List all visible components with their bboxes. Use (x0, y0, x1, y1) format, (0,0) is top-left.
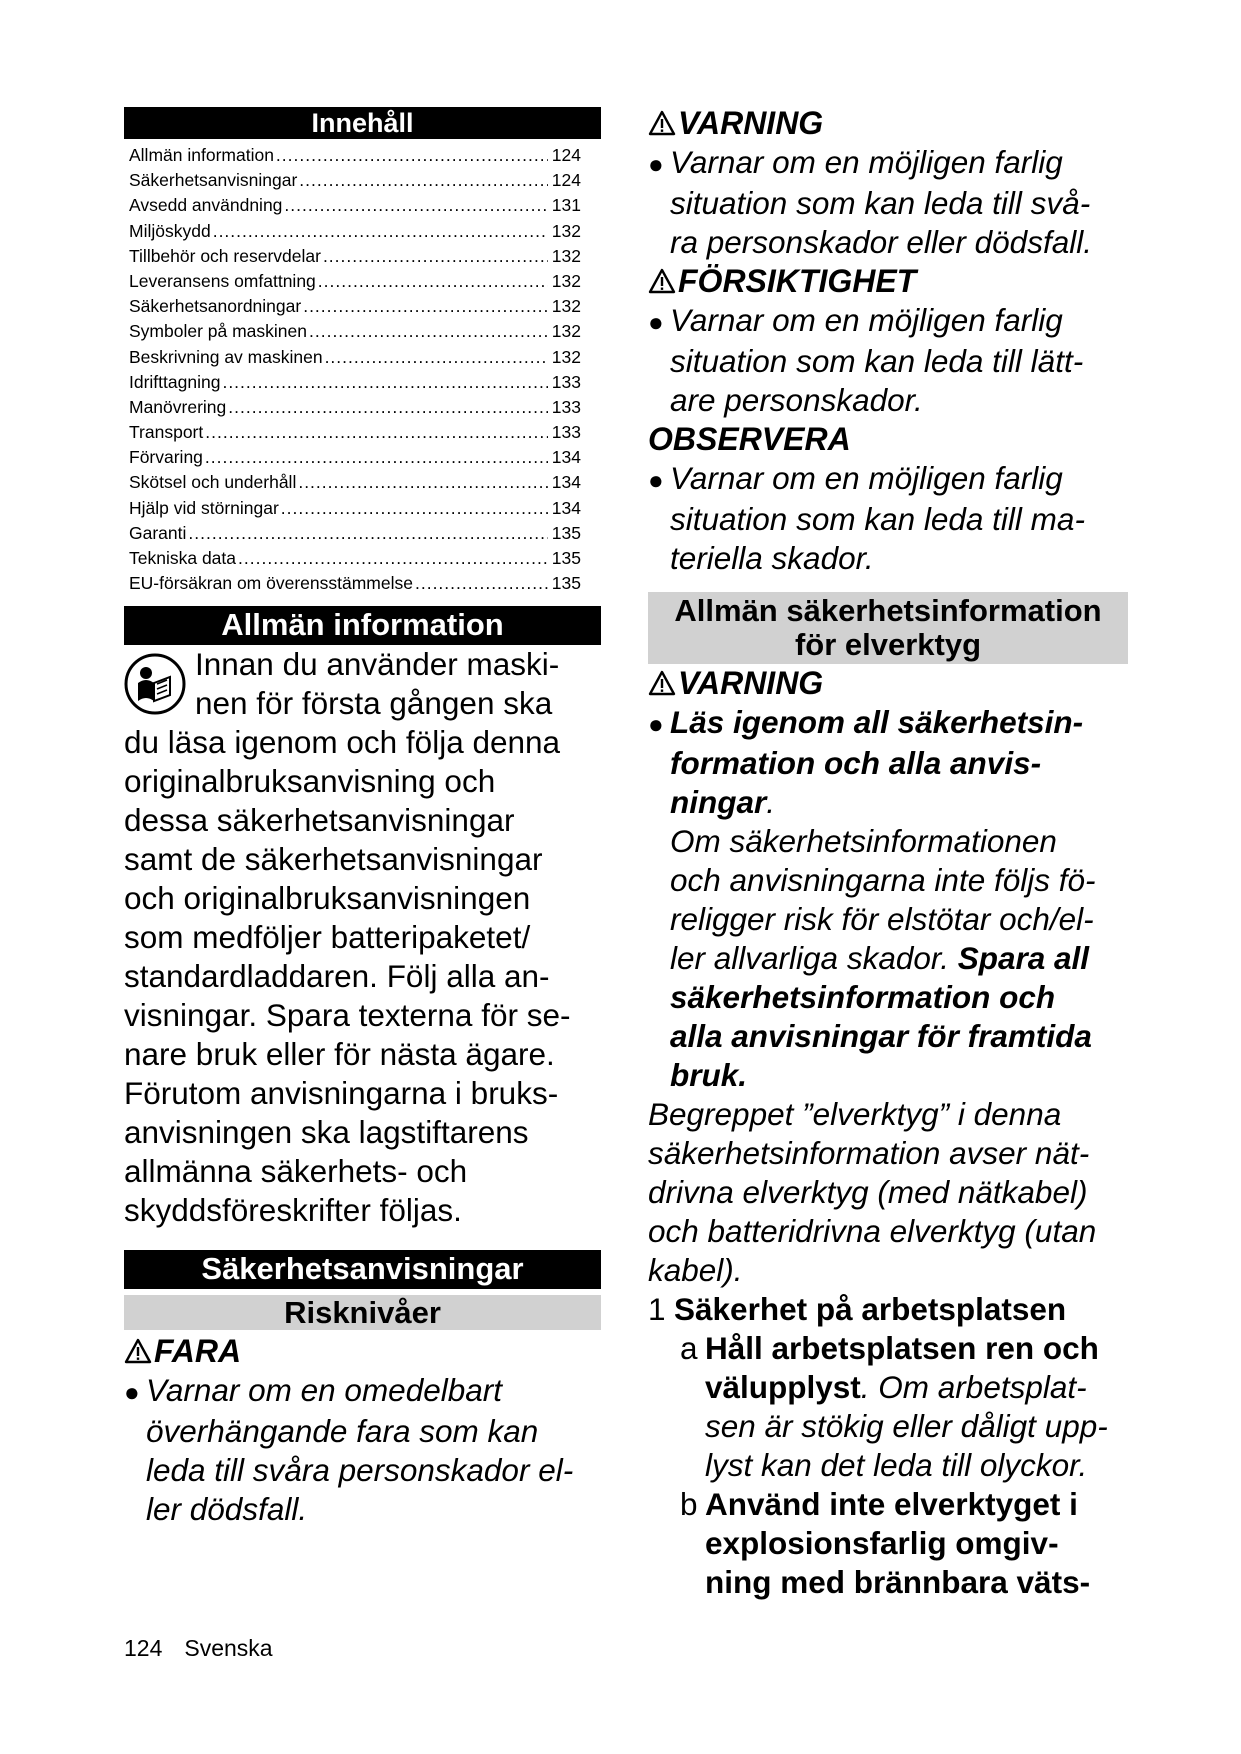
text-line: Om säkerhetsinformationen (670, 823, 1057, 859)
toc-leader-dots (222, 370, 547, 395)
fara-heading (124, 1332, 601, 1371)
intro-line: nen för första gången ska (195, 685, 553, 722)
page-footer (124, 1635, 295, 1662)
toc-leader-dots (284, 193, 547, 218)
text-line: Varnar om en omedelbart (146, 1372, 503, 1409)
text-line: och anvisningarna inte följs fö- (670, 862, 1096, 898)
toc-leader-dots (205, 420, 548, 445)
warning-triangle-icon (648, 268, 676, 294)
intro-line: Innan du använder maski- (195, 646, 560, 683)
toc-item (124, 219, 601, 244)
sub-letter: b (680, 1486, 698, 1522)
toc-item-page: 134 (551, 447, 581, 468)
text-line: ra personskador eller dödsfall. (670, 224, 1092, 260)
toc-leader-dots (276, 143, 548, 168)
text-line: situation som kan leda till svå- (670, 185, 1091, 221)
toc-item (124, 546, 601, 571)
toc-leader-dots (188, 521, 547, 546)
text-line: kabel). (648, 1252, 743, 1288)
text-line: Läs igenom all säkerhetsin- (670, 704, 1084, 740)
text-line: leda till svåra personskador el- (146, 1452, 574, 1489)
toc-item-page: 132 (551, 321, 581, 342)
toc-item-title: Säkerhetsanordningar (129, 296, 302, 317)
toc-item-title: EU-försäkran om överensstämmelse (129, 573, 413, 594)
toc-leader-dots (298, 470, 547, 495)
text-line: säkerhetsinformation avser nät- (648, 1135, 1090, 1171)
toc-item (124, 420, 601, 445)
toc-item (124, 319, 601, 344)
text-line: alla anvisningar för framtida (670, 1018, 1092, 1054)
toc-item-page: 135 (551, 522, 581, 543)
text-line: och batteridrivna elverktyg (utan (648, 1213, 1097, 1249)
text-line: Varnar om en möjligen farlig (670, 144, 1063, 180)
toc-item-title: Beskrivning av maskinen (129, 346, 323, 367)
observera-heading: OBSERVERA (648, 421, 851, 457)
toc-title: Innehåll (124, 107, 601, 139)
bold-text: Håll arbetsplatsen ren och (705, 1330, 1099, 1366)
text-line: som medföljer batteripaketet/ (124, 919, 531, 956)
toc-item-page: 132 (551, 346, 581, 367)
text-line: drivna elverktyg (med nätkabel) (648, 1174, 1088, 1210)
text-line: are personskador. (670, 382, 923, 418)
toc-item (124, 143, 601, 168)
period: . (766, 784, 776, 820)
toc-item-title: Tillbehör och reservdelar (129, 245, 321, 266)
toc-item (124, 521, 601, 546)
toc-item-page: 133 (551, 396, 581, 417)
toc-item-title: Förvaring (129, 447, 203, 468)
toc-leader-dots (281, 496, 548, 521)
bold-text: välupplyst (705, 1369, 861, 1405)
warning-triangle-icon (648, 670, 676, 696)
forsiktighet-heading (648, 262, 1128, 301)
section-title-safety: Säkerhetsanvisningar (124, 1250, 601, 1289)
toc-item-title: Garanti (129, 522, 187, 543)
right-column (648, 104, 1128, 1602)
text-line: sen är stökig eller dåligt upp- (705, 1408, 1108, 1444)
read-all-instructions: ● Läs igenom all säkerhetsin- (648, 704, 1084, 740)
text-line: originalbruksanvisning och (124, 763, 496, 800)
text-line: situation som kan leda till ma- (670, 501, 1085, 537)
toc-item-title: Miljöskydd (129, 220, 211, 241)
toc-leader-dots (323, 244, 548, 269)
italic-text: . Om arbetsplat- (860, 1369, 1087, 1405)
varning-label: VARNING (678, 665, 824, 701)
toc-item-title: Säkerhetsanvisningar (129, 170, 298, 191)
varning-text: ● Varnar om en möjligen farlig (648, 144, 1063, 180)
toc-item-title: Manövrering (129, 396, 227, 417)
toc-item-page: 133 (551, 422, 581, 443)
text-line: samt de säkerhetsanvisningar (124, 841, 543, 878)
text-line: nare bruk eller för nästa ägare. (124, 1036, 555, 1073)
toc-item (124, 345, 601, 370)
text-line: allmänna säkerhets- och (124, 1153, 468, 1190)
toc-item-page: 124 (551, 170, 581, 191)
toc-item-title: Avsedd användning (129, 195, 283, 216)
bold-text: explosionsfarlig omgiv- (705, 1525, 1059, 1561)
section-title-power-tools (648, 592, 1128, 664)
title-line: för elverktyg (794, 627, 982, 662)
toc-item (124, 294, 601, 319)
text-line: du läsa igenom och följa denna (124, 724, 561, 761)
text-line: Förutom anvisningarna i bruks- (124, 1075, 559, 1112)
item-title: Säkerhet på arbetsplatsen (674, 1291, 1067, 1327)
toc-leader-dots (303, 294, 548, 319)
fara-text: ● Varnar om en omedelbart (124, 1372, 503, 1409)
bold-text: Spara all (957, 940, 1090, 976)
text-line: Begreppet ”elverktyg” i denna (648, 1096, 1062, 1132)
observera-text: ● Varnar om en möjligen farlig (648, 460, 1063, 496)
toc-item-page: 132 (551, 220, 581, 241)
risk-levels-title: Risknivåer (124, 1295, 601, 1330)
toc-item-title: Skötsel och underhåll (129, 472, 297, 493)
section-title-general: Allmän information (124, 606, 601, 645)
toc-item-page: 132 (551, 296, 581, 317)
title-line: Allmän säkerhetsinformation (674, 593, 1102, 628)
text-line: standardladdaren. Följ alla an- (124, 958, 550, 995)
toc-item-title: Tekniska data (129, 548, 237, 568)
fara-label: FARA (154, 1333, 242, 1370)
italic-text: ler allvarliga skador. (670, 940, 958, 976)
toc-item-page: 132 (551, 245, 581, 266)
text-line: anvisningen ska lagstiftarens (124, 1114, 529, 1151)
toc-item (124, 269, 601, 294)
left-column (124, 107, 601, 1529)
sub-letter: a (680, 1330, 698, 1366)
toc-leader-dots (318, 269, 548, 294)
text-line: dessa säkerhetsanvisningar (124, 802, 515, 839)
toc-item-page: 124 (551, 145, 581, 165)
toc-leader-dots (213, 219, 548, 244)
text-line: formation och alla anvis- (670, 745, 1042, 781)
text-line: ler dödsfall. (146, 1491, 308, 1528)
toc-item (124, 496, 601, 521)
toc-item-page: 134 (551, 472, 581, 493)
toc-item (124, 168, 601, 193)
toc-item-page: 133 (551, 371, 581, 392)
item-workplace-safety (648, 1290, 1128, 1329)
toc-item-title: Idrifttagning (129, 371, 221, 392)
toc-item (124, 445, 601, 470)
toc-leader-dots (205, 445, 548, 470)
text-line (648, 939, 1128, 978)
bold-text: ning med brännbara väts- (705, 1564, 1091, 1600)
text-line: religger risk för elstötar och/el- (670, 901, 1094, 937)
toc-item (124, 571, 601, 596)
toc-item-title: Hjälp vid störningar (129, 497, 279, 518)
text-line: teriella skador. (670, 540, 874, 576)
toc-leader-dots (325, 345, 548, 370)
language-label: Svenska (184, 1635, 273, 1661)
text-line: lyst kan det leda till olyckor. (705, 1447, 1088, 1483)
sub-item-a (648, 1329, 1128, 1485)
text-line: visningar. Spara texterna för se- (124, 997, 571, 1034)
toc-item (124, 370, 601, 395)
toc-item-page: 132 (551, 270, 581, 291)
power-tool-definition (648, 1095, 1128, 1290)
toc-item-page: 135 (551, 573, 581, 594)
sub-item-b (648, 1485, 1128, 1602)
text-line: säkerhetsinformation och (670, 979, 1056, 1015)
bold-text: ningar (670, 784, 767, 820)
table-of-contents (124, 143, 601, 596)
text-line: och originalbruksanvisningen (124, 880, 531, 917)
toc-item-page: 131 (551, 195, 581, 216)
power-tools-varning-heading (648, 664, 1128, 703)
bold-text: Använd inte elverktyget i (705, 1486, 1078, 1522)
text-line: Varnar om en möjligen farlig (670, 302, 1063, 338)
read-manual-icon (124, 653, 186, 715)
toc-item-page: 134 (551, 497, 581, 518)
toc-item (124, 193, 601, 218)
general-body (124, 723, 601, 1230)
toc-leader-dots (299, 168, 548, 193)
toc-item-title: Transport (129, 422, 204, 443)
general-intro (124, 645, 601, 1230)
toc-item (124, 244, 601, 269)
toc-leader-dots (228, 395, 548, 420)
item-number: 1 (648, 1291, 666, 1327)
toc-item-title: Allmän information (129, 145, 274, 165)
forsiktighet-text: ● Varnar om en möjligen farlig (648, 302, 1063, 338)
toc-leader-dots (309, 319, 548, 344)
toc-item-page: 135 (551, 548, 581, 568)
varning-label: VARNING (678, 105, 824, 141)
text-line (648, 783, 1128, 822)
text-line: situation som kan leda till lätt- (670, 343, 1084, 379)
toc-item-title: Symboler på maskinen (129, 321, 307, 342)
page-number: 124 (124, 1635, 163, 1661)
toc-item-title: Leveransens omfattning (129, 270, 316, 291)
toc-item (124, 470, 601, 495)
text-line: Varnar om en möjligen farlig (670, 460, 1063, 496)
toc-leader-dots (238, 546, 548, 571)
text-line: skyddsföreskrifter följas. (124, 1192, 462, 1229)
toc-item (124, 395, 601, 420)
text-line: bruk. (670, 1057, 748, 1093)
warning-triangle-icon (124, 1338, 152, 1364)
text-line: överhängande fara som kan (146, 1413, 539, 1450)
varning-heading (648, 104, 1128, 143)
toc-leader-dots (415, 571, 548, 596)
warning-triangle-icon (648, 110, 676, 136)
forsiktighet-label: FÖRSIKTIGHET (678, 263, 917, 299)
